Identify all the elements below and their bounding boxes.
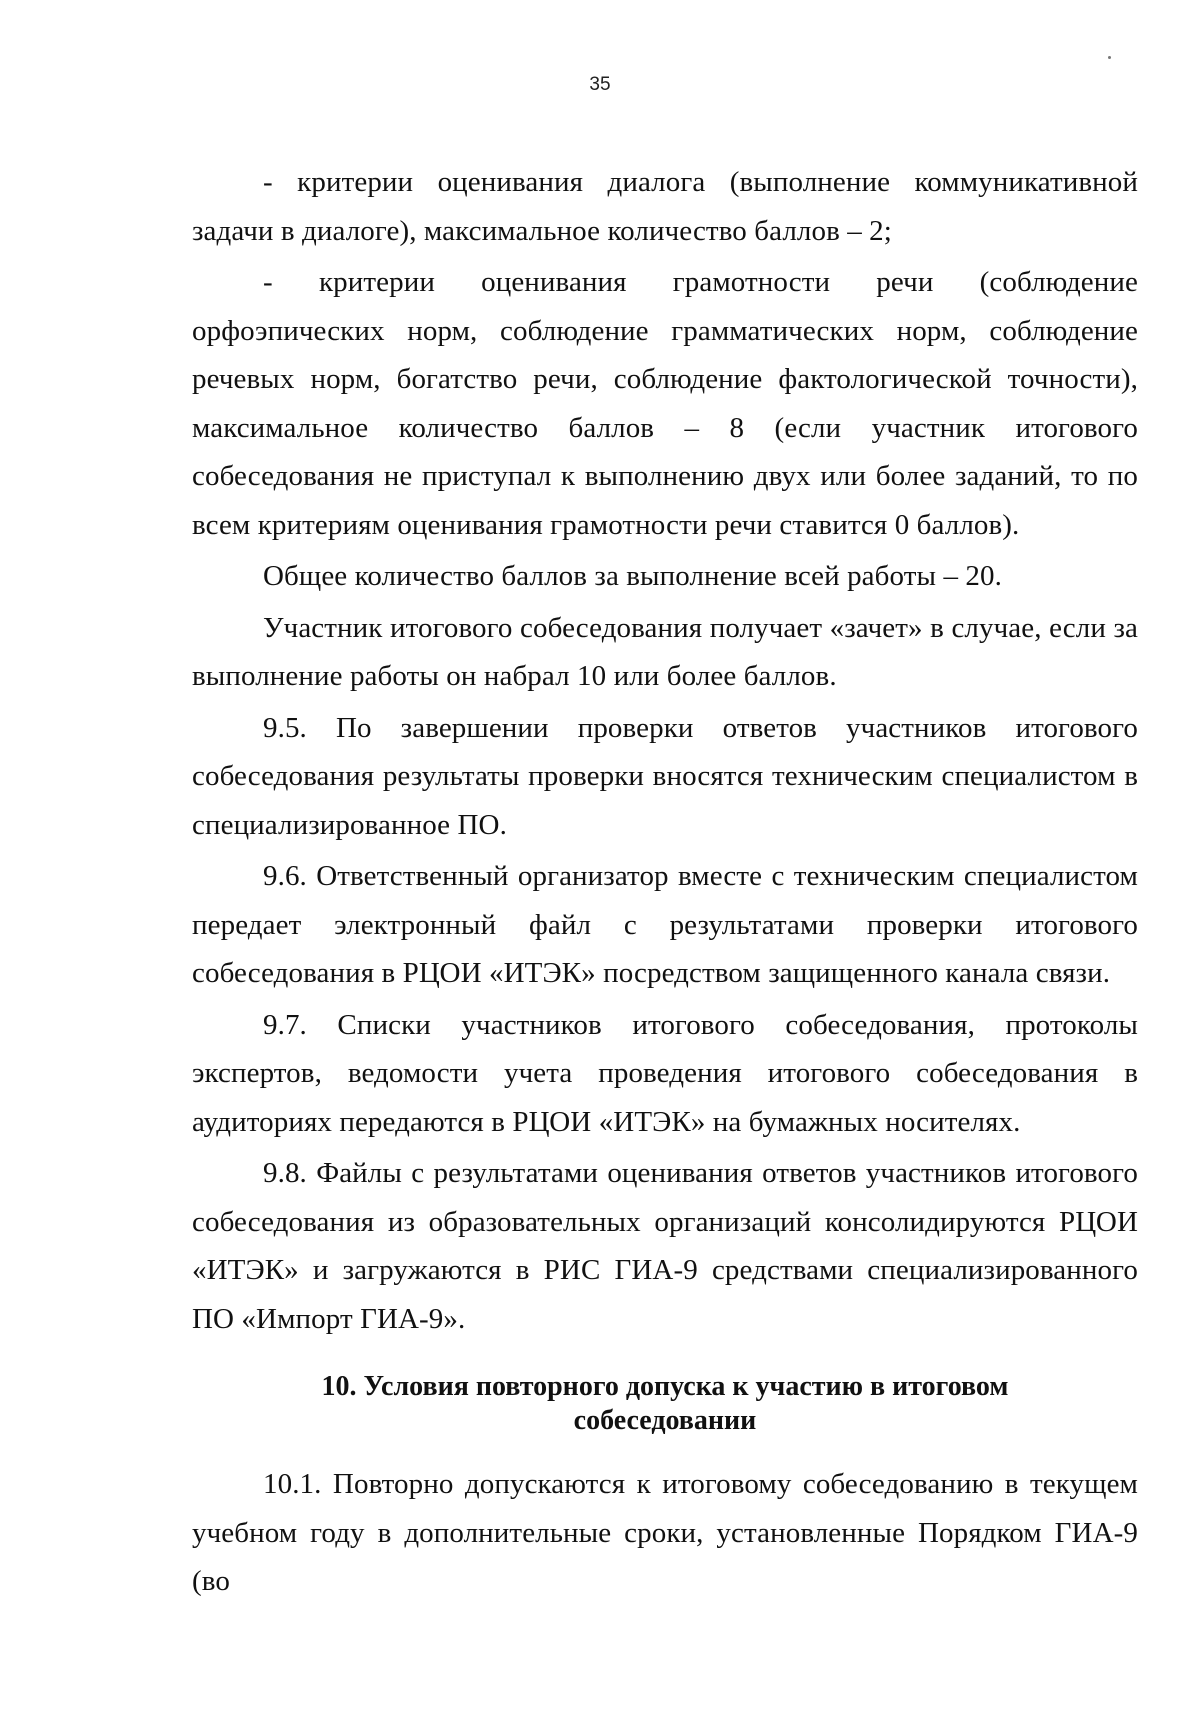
paragraph-9-6: 9.6. Ответственный организатор вместе с техническим специалистом передает электронный файл с результатами проверки итогового собеседования в РЦОИ «ИТЭК» посредством защищенного канала связи. <box>192 860 1138 989</box>
paragraph-9-7: 9.7. Списки участников итогового собеседования, протоколы экспертов, ведомости учета проведения итогового собеседования в аудиториях передаются в РЦОИ «ИТЭК» на бумажных носителях. <box>192 1008 1138 1138</box>
page-number: 35 <box>589 74 611 95</box>
document-body <box>192 158 1138 1609</box>
paragraph-9-8: 9.8. Файлы с результатами оценивания ответов участников итогового собеседования из образовательных организаций консолидируются РЦОИ «ИТЭК» и загружаются в РИС ГИА-9 средствами специализированного ПО «Импорт ГИА-9». <box>192 1157 1138 1335</box>
paragraph-9-5: 9.5. По завершении проверки ответов участников итогового собеседования результаты проверки вносятся техническим специалистом в специализированное ПО. <box>192 711 1138 841</box>
paragraph-dialog-criteria: - критерии оценивания диалога (выполнение коммуникативной задачи в диалоге), максимальное количество баллов – 2; <box>192 166 1138 247</box>
section-10-heading-line1: 10. Условия повторного допуска к участию в итоговом <box>321 1371 1009 1402</box>
paragraph-10-1: 10.1. Повторно допускаются к итоговому собеседованию в текущем учебном году в дополнительные сроки, установленные Порядком ГИА-9 (во <box>192 1468 1138 1597</box>
section-10-heading <box>192 1370 1138 1438</box>
paragraph-pass-condition: Участник итогового собеседования получает «зачет» в случае, если за выполнение работы он набрал 10 или более баллов. <box>192 611 1138 692</box>
paragraph-speech-literacy-criteria: - критерии оценивания грамотности речи (соблюдение орфоэпических норм, соблюдение грамматических норм, соблюдение речевых норм, богатство речи, соблюдение фактологической точности), максимальное количество баллов – 8 (если участник итогового собеседования не приступал к выполнению двух или более заданий, то по всем критериям оценивания грамотности речи ставится 0 баллов). <box>192 266 1138 541</box>
section-10-heading-line2: собеседовании <box>573 1405 757 1436</box>
paragraph-total-score: Общее количество баллов за выполнение всей работы – 20. <box>263 560 1002 592</box>
scan-speck <box>1108 56 1111 59</box>
